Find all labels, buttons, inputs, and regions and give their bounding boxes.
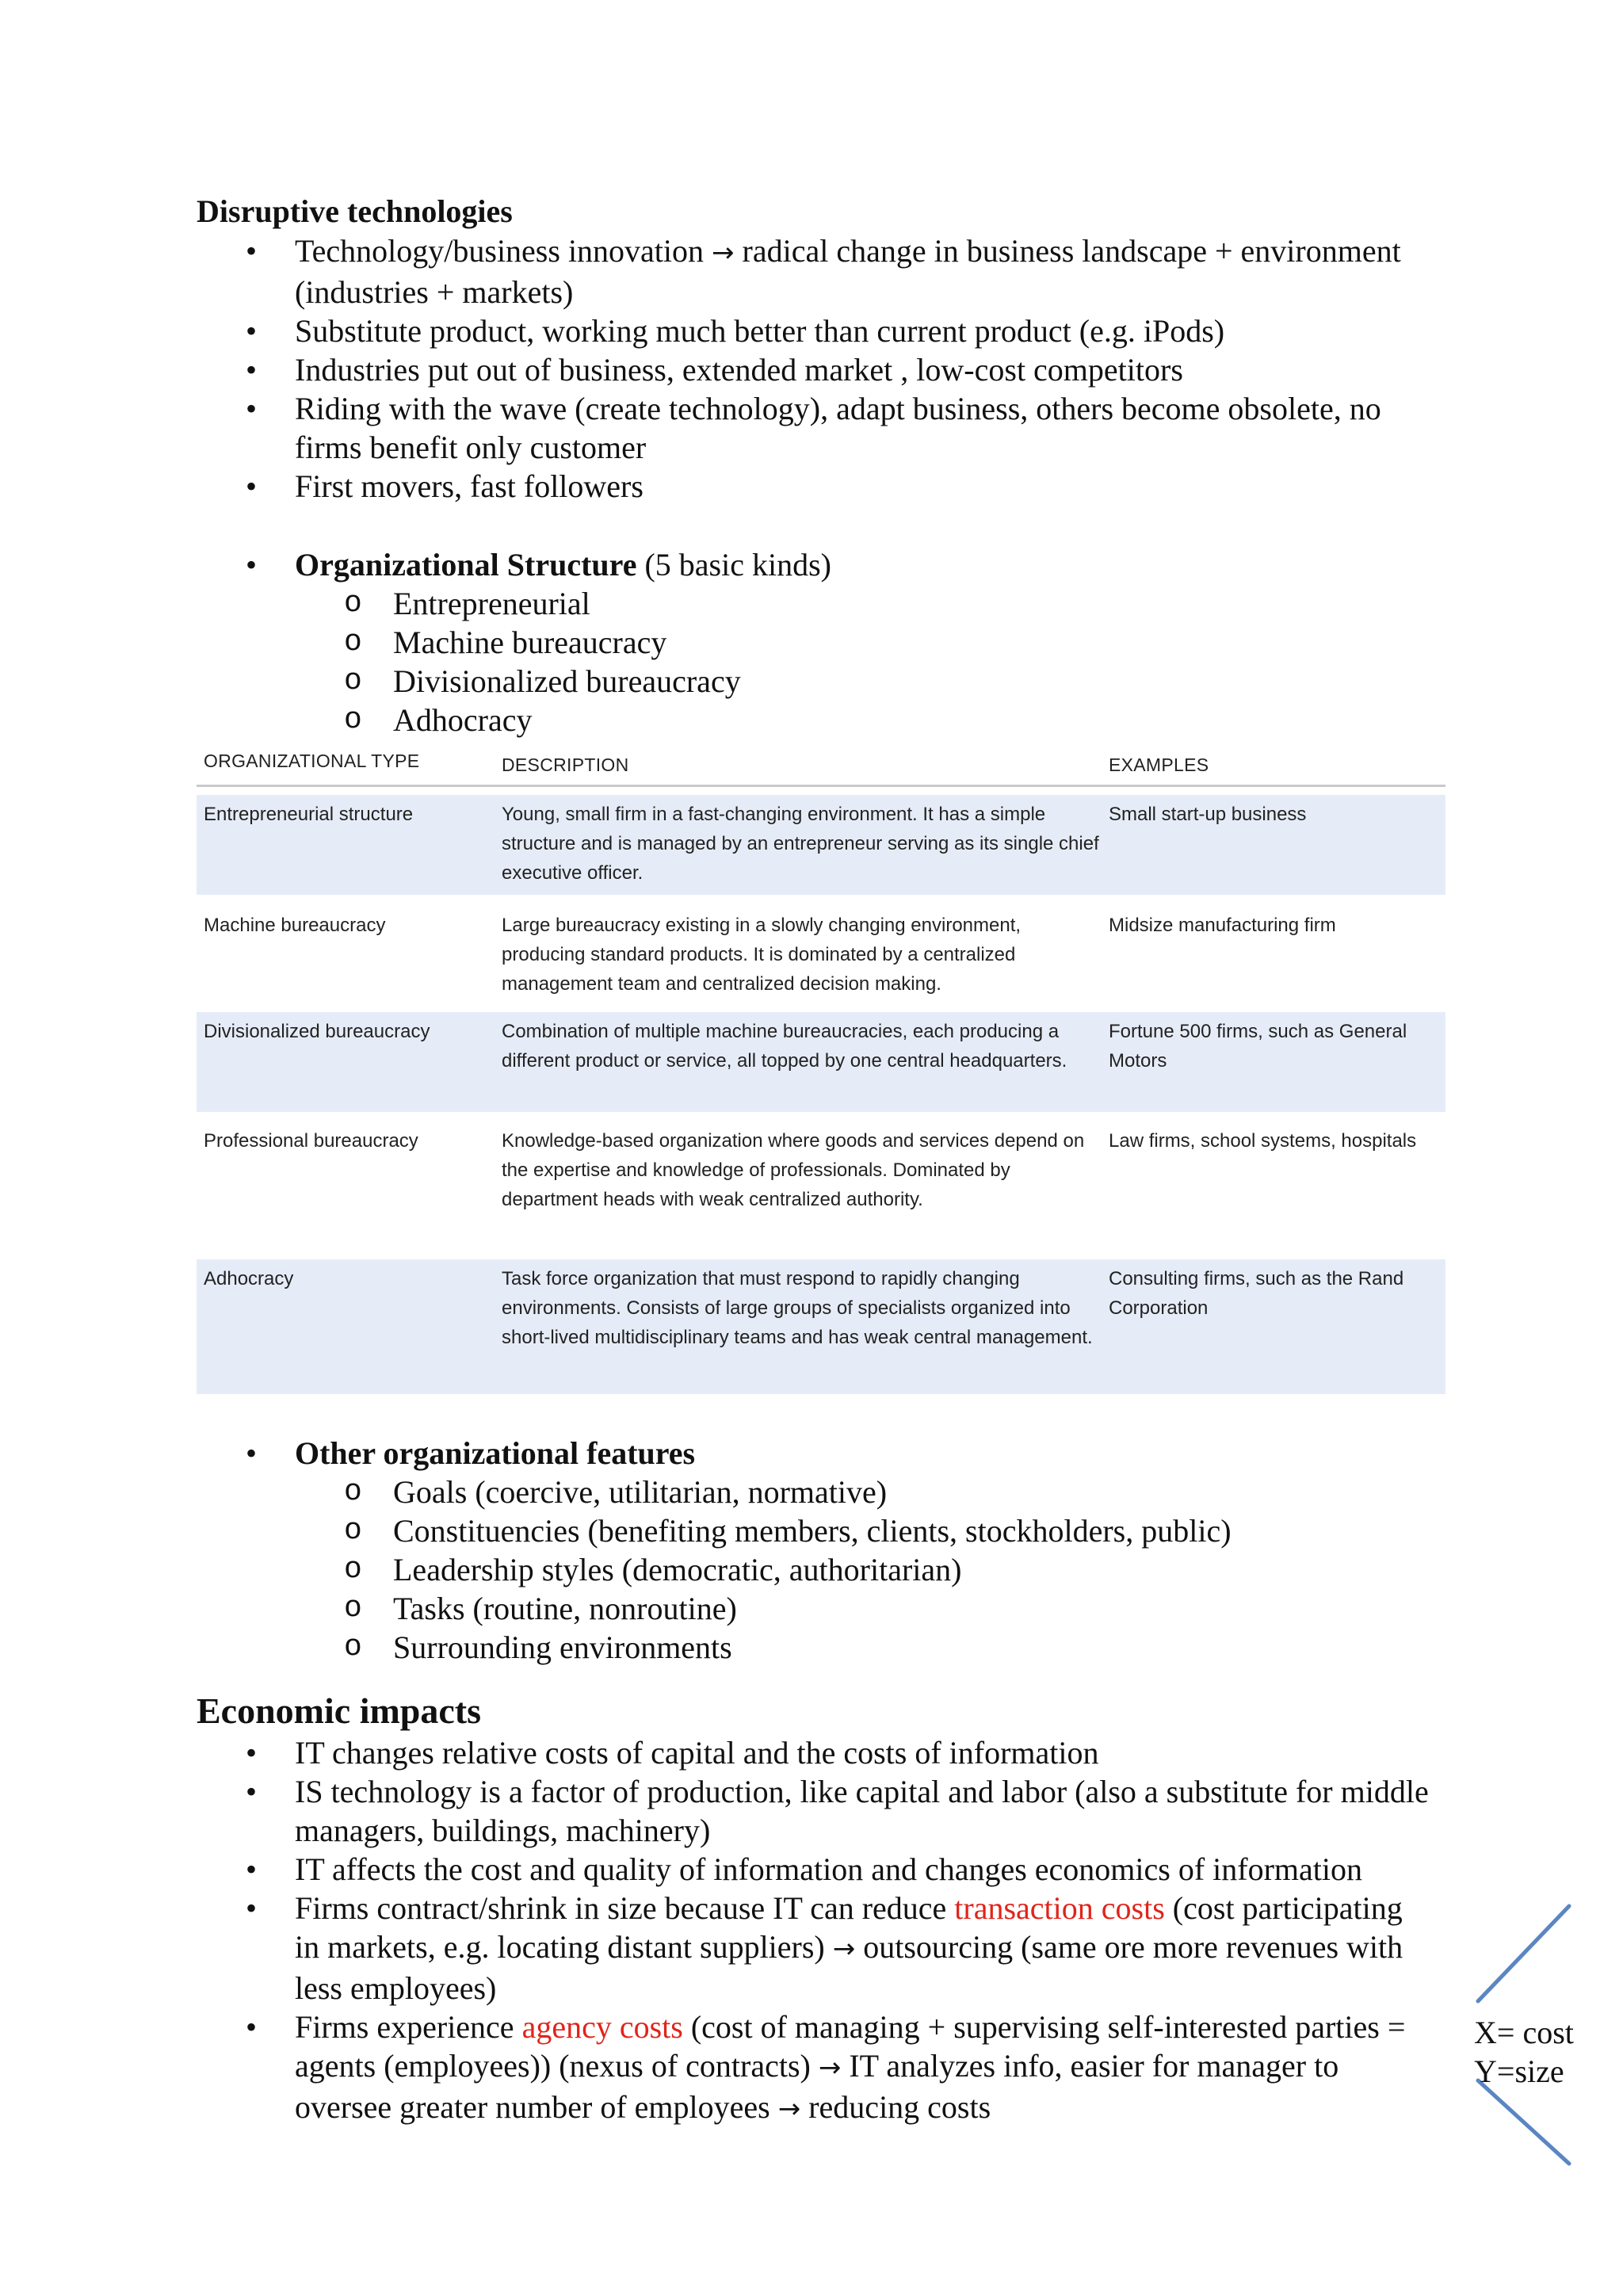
table-row: Professional bureaucracy Knowledge-based organization where goods and services depend on the expertise and knowledge of professionals. Dominated by department heads with weak centralized authority. Law firms, school systems, hospitals — [204, 1130, 1417, 1210]
org-structure-sublist — [197, 584, 1449, 739]
sub-list-item: o Tasks (routine, nonroutine) — [197, 1589, 1449, 1628]
sub-list-item: o Constituencies (benefiting members, clients, stockholders, public) — [197, 1511, 1449, 1550]
other-features-heading: Other organizational features — [295, 1435, 696, 1471]
arrow-icon: → — [777, 2093, 801, 2125]
table-row: Entrepreneurial structure Young, small firm in a fast-changing environment. It has a simple structure and is managed by an entrepreneur serving as its single chief executive officer. Small start-up business — [197, 795, 1445, 895]
document-page — [197, 192, 1449, 2129]
list-item: • Firms contract/shrink in size because IT can reduce transaction costs (cost participating in markets, e.g. locating distant suppliers) → outsourcing (same ore more revenues with less employees) — [197, 1889, 1433, 2008]
sub-list-item: o Adhocracy — [197, 701, 1449, 739]
list-item — [197, 1434, 1449, 1473]
org-type-table — [197, 747, 1445, 1394]
table-header: ORGANIZATIONAL TYPE DESCRIPTION EXAMPLES — [197, 747, 1445, 787]
list-item: • Riding with the wave (create technology), adapt business, others become obsolete, no firms benefit only customer — [197, 389, 1449, 467]
org-structure-heading: Organizational Structure — [295, 547, 637, 583]
table-row: Divisionalized bureaucracy Combination of multiple machine bureaucracies, each producing a different product or service, all topped by one central headquarters. Fortune 500 firms, such as General Motors — [197, 1012, 1445, 1112]
list-item: • Firms experience agency costs (cost of managing + supervising self-interested parties = agents (employees)) (nexus of contracts) → IT analyzes info, easier for manager to oversee greater number of employees → reducing costs — [197, 2008, 1433, 2129]
sub-list-item: o Machine bureaucracy — [197, 623, 1449, 662]
arrow-icon: → — [818, 2052, 842, 2084]
disruptive-heading: Disruptive technologies — [197, 193, 513, 229]
table-row: Adhocracy Task force organization that must respond to rapidly changing environments. Consists of large groups of specialists organized into short-lived multidisciplinary teams and has weak central management. Consulting firms, such as the Rand Corporation — [197, 1259, 1445, 1394]
org-structure-list — [197, 545, 1449, 584]
economic-heading: Economic impacts — [197, 1690, 482, 1731]
sub-list-item: o Leadership styles (democratic, authoritarian) — [197, 1550, 1449, 1589]
highlight-term: transaction costs — [954, 1890, 1165, 1926]
list-item: • IS technology is a factor of production, like capital and labor (also a substitute for middle managers, buildings, machinery) — [197, 1772, 1433, 1850]
list-item: • Substitute product, working much better than current product (e.g. iPods) — [197, 311, 1449, 350]
arrow-icon: → — [832, 1933, 856, 1965]
list-item: • IT affects the cost and quality of information and changes economics of information — [197, 1850, 1433, 1889]
side-note-y: Y=size — [1474, 2053, 1564, 2089]
side-note — [1474, 2013, 1574, 2091]
side-note-x: X= cost — [1474, 2015, 1574, 2050]
highlight-term: agency costs — [521, 2009, 683, 2045]
sub-list-item: o Surrounding environments — [197, 1628, 1449, 1667]
sub-list-item: o Goals (coercive, utilitarian, normative) — [197, 1473, 1449, 1511]
other-features-sublist — [197, 1473, 1449, 1667]
other-features-list — [197, 1434, 1449, 1473]
disruptive-list — [197, 231, 1449, 506]
sub-list-item: o Divisionalized bureaucracy — [197, 662, 1449, 701]
list-item: • Technology/business innovation → radical change in business landscape + environment (industries + markets) — [197, 231, 1449, 311]
list-item: • First movers, fast followers — [197, 467, 1449, 506]
arrow-icon: → — [712, 237, 735, 269]
list-item: • IT changes relative costs of capital and the costs of information — [197, 1733, 1433, 1772]
table-row: Machine bureaucracy Large bureaucracy existing in a slowly changing environment, producing standard products. It is dominated by a centralized management team and centralized decision making. Midsize manufacturing firm — [204, 915, 1336, 995]
list-item: • Organizational Structure (5 basic kinds) — [197, 545, 1449, 584]
sub-list-item: o Entrepreneurial — [197, 584, 1449, 623]
list-item: • Industries put out of business, extended market , low-cost competitors — [197, 350, 1449, 389]
economic-list — [197, 1733, 1433, 2129]
